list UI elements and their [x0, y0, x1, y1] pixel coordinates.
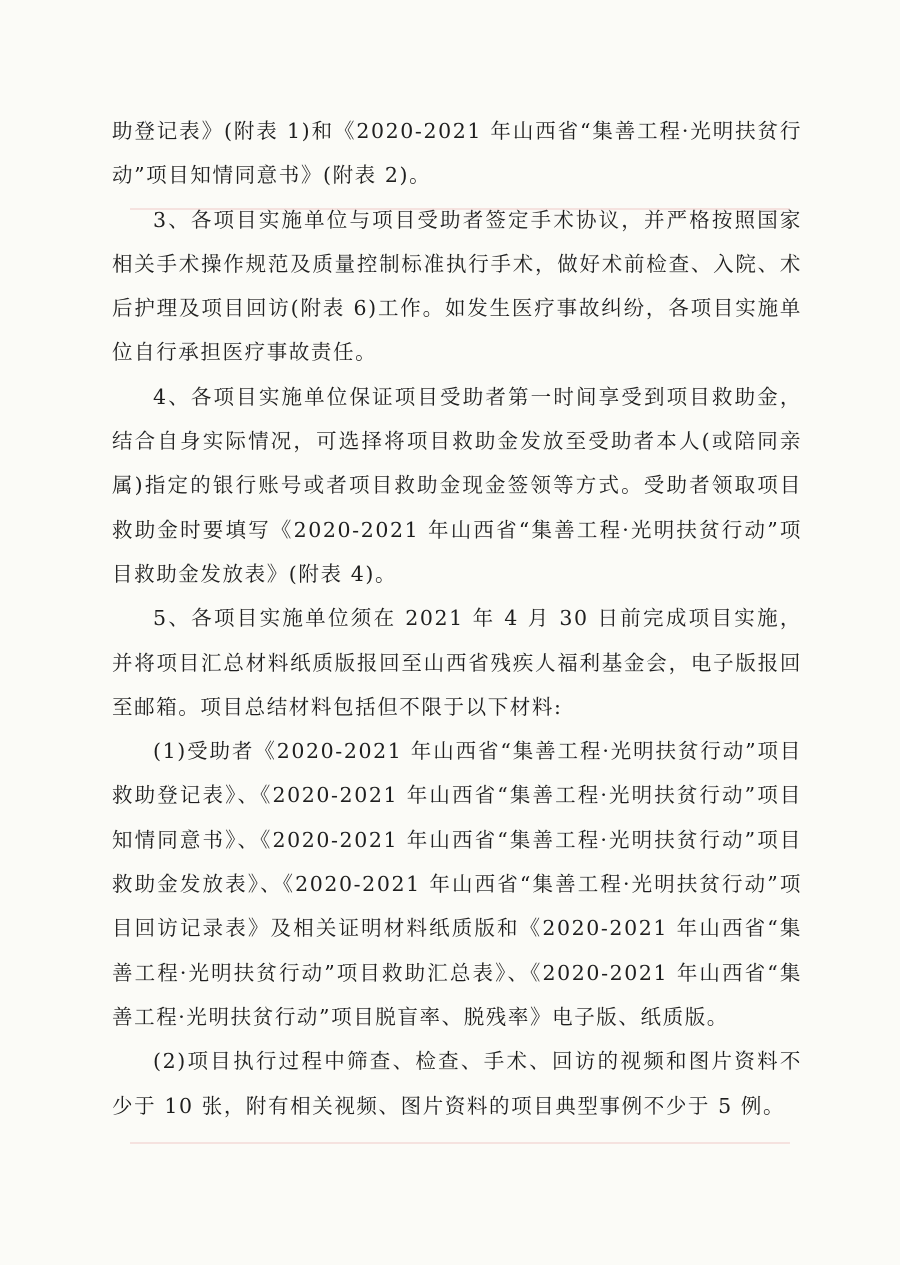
paragraph-item-3: 3、各项目实施单位与项目受助者签定手术协议，并严格按照国家相关手术操作规范及质量控制标准执行手术，做好术前检查、入院、术后护理及项目回访(附表 6)工作。如发生医疗事故纠纷，各项目实施单位自行承担医疗事故责任。 [112, 207, 802, 365]
bleed-through-rule-bottom [130, 1142, 790, 1144]
paragraph-item-5: 5、各项目实施单位须在 2021 年 4 月 30 日前完成项目实施，并将项目汇总材料纸质版报回至山西省残疾人福利基金会，电子版报回至邮箱。项目总结材料包括但不限于以下材料: [112, 606, 802, 719]
paragraph-subitem-1: (1)受助者《2020-2021 年山西省“集善工程·光明扶贫行动”项目救助登记表》、《2020-2021 年山西省“集善工程·光明扶贫行动”项目知情同意书》、《2020-2021 年山西省“集善工程·光明扶贫行动”项目救助金发放表》、《2020-2021 年山西省“集善工程·光明扶贫行动”项目回访记录表》及相关证明材料纸质版和《2020-2021 年山西省“集善工程·光明扶贫行动”项目救助汇总表》、《2020-2021 年山西省“集善工程·光明扶贫行动”项目脱盲率、脱残率》电子版、纸质版。 [112, 739, 802, 1029]
paragraph-subitem-2: (2)项目执行过程中筛查、检查、手术、回访的视频和图片资料不少于 10 张，附有相关视频、图片资料的项目典型事例不少于 5 例。 [112, 1049, 802, 1118]
document-body [112, 109, 802, 1128]
paragraph-item-4: 4、各项目实施单位保证项目受助者第一时间享受到项目救助金，结合自身实际情况，可选择将项目救助金发放至受助者本人(或陪同亲属)指定的银行账号或者项目救助金现金签领等方式。受助者领取项目救助金时要填写《2020-2021 年山西省“集善工程·光明扶贫行动”项目救助金发放表》(附表 4)。 [112, 384, 802, 586]
paragraph-continuation: 助登记表》(附表 1)和《2020-2021 年山西省“集善工程·光明扶贫行动”项目知情同意书》(附表 2)。 [112, 119, 802, 188]
